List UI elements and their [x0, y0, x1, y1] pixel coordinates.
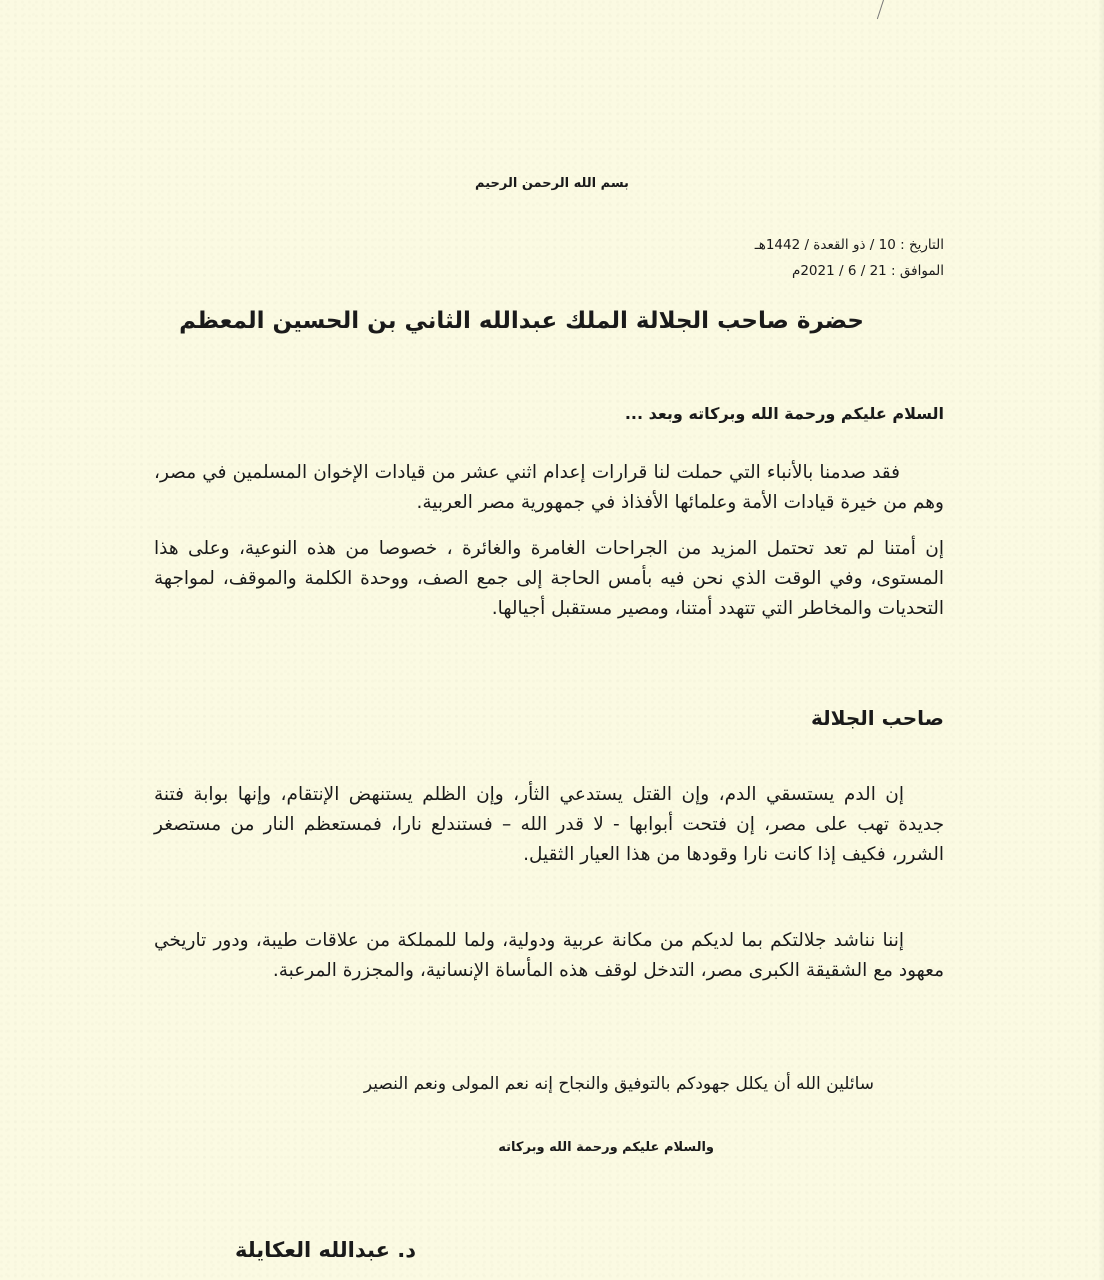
greeting: السلام عليكم ورحمة الله وبركاته وبعد ... [624, 404, 944, 423]
final-salam: والسلام عليكم ورحمة الله وبركاته [498, 1140, 714, 1155]
paper-edge-shadow [1098, 0, 1104, 1280]
paragraph-1: فقد صدمنا بالأنباء التي حملت لنا قرارات إعدام اثني عشر من قيادات الإخوان المسلمين في مصر، وهم من خيرة قيادات الأمة وعلمائها الأفذاذ في جمهورية مصر العربية. [154, 462, 944, 513]
basmala: بسم الله الرحمن الرحيم [475, 176, 629, 191]
closing-prayer: سائلين الله أن يكلل جهودكم بالتوفيق والنجاح إنه نعم المولى ونعم النصير [363, 1074, 874, 1094]
signature-name: د. عبدالله العكايلة [234, 1238, 416, 1262]
paragraph-2: إن أمتنا لم تعد تحتمل المزيد من الجراحات الغامرة والغائرة ، خصوصا من هذه النوعية، وعلى هذا المستوى، وفي الوقت الذي نحن فيه بأمس الحاجة إلى جمع الصف، ووحدة الكلمة والموقف، لمواجهة التحديات والمخاطر التي تتهدد أمتنا، ومصير مستقبل أجيالها. [154, 538, 944, 619]
paragraph-4: إننا نناشد جلالتكم بما لديكم من مكانة عربية ودولية، ولما للمملكة من علاقات طيبة، ودور تاريخي معهود مع الشقيقة الكبرى مصر، التدخل لوقف هذه المأساة الإنسانية، والمجزرة المرعبة. [154, 930, 944, 981]
letter-dates [544, 232, 944, 284]
paragraph-3: إن الدم يستسقي الدم، وإن القتل يستدعي الثأر، وإن الظلم يستنهض الإنتقام، وإنها بوابة فتنة جديدة تهب على مصر، إن فتحت أبوابها - لا قدر الله – فستندلع نارا، فمستعظم النار من مستصغر الشرر، فكيف إذا كانت نارا وقودها من هذا العيار الثقيل. [154, 784, 944, 865]
addressee-title: حضرة صاحب الجلالة الملك عبدالله الثاني بن الحسين المعظم [179, 308, 864, 334]
section-heading: صاحب الجلالة [811, 706, 944, 730]
date-gregorian: الموافق : 21 / 6 / 2021م [791, 263, 944, 279]
date-hijri: التاريخ : 10 / ذو القعدة / 1442هـ [754, 237, 944, 253]
